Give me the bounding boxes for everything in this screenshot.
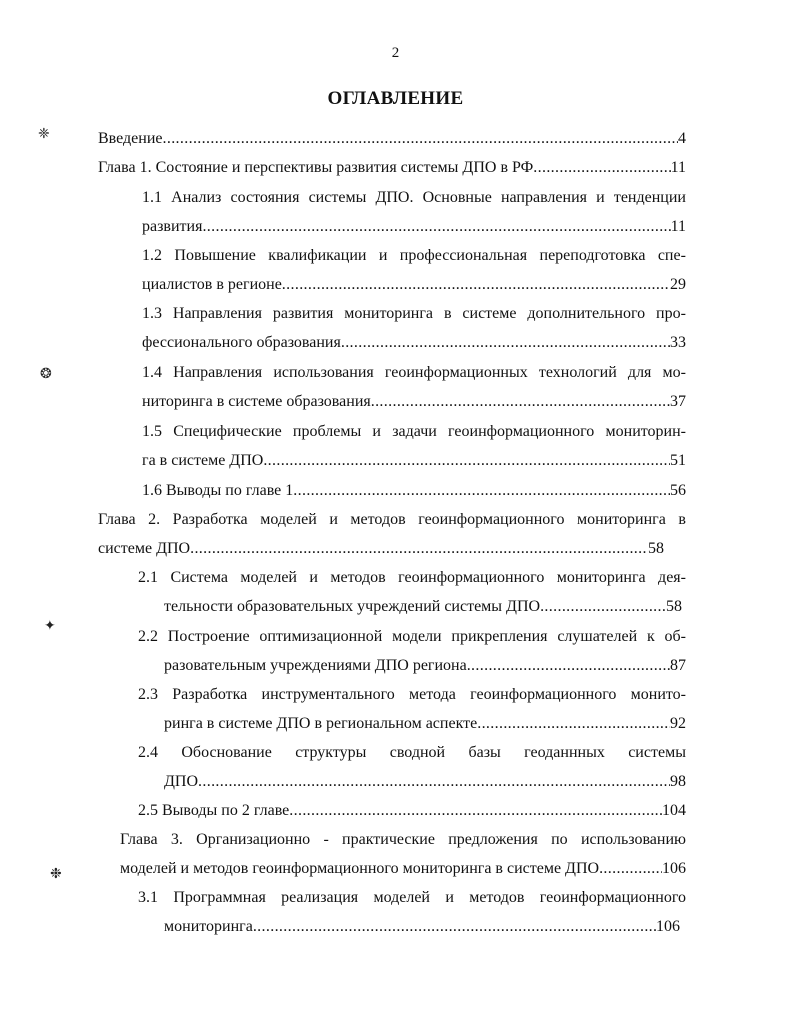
toc-line: 1.2 Повышение квалификации и профессиональная переподготовка спе- xyxy=(142,247,686,264)
toc-line: моделей и методов геоинформационного мониторинга в системе ДПО ..... 106 xyxy=(120,858,686,880)
toc-page-number: 11 xyxy=(670,218,686,235)
dot-leader xyxy=(467,655,670,677)
toc-line: развития ..... 11 xyxy=(142,216,686,238)
toc-line: ринга в системе ДПО в региональном аспекте ..... 92 xyxy=(164,713,686,735)
scan-speck: ❈ xyxy=(38,127,50,142)
scan-speck: ❉ xyxy=(50,867,62,882)
toc-page-number: 11 xyxy=(670,159,686,176)
toc-page-number: 37 xyxy=(670,393,686,410)
toc-page-number: 33 xyxy=(670,334,686,351)
toc-line: га в системе ДПО ..... 51 xyxy=(142,450,686,472)
toc-line: 1.1 Анализ состояния системы ДПО. Основные направления и тенденции xyxy=(142,189,686,206)
toc-line: мониторинга ..... 106 xyxy=(164,916,680,938)
toc-line: 2.5 Выводы по 2 главе ..... 104 xyxy=(138,800,686,822)
toc-page-number: 29 xyxy=(670,276,686,293)
toc-line: разовательным учреждениями ДПО региона ..... 87 xyxy=(164,655,686,677)
scan-speck: ✦ xyxy=(44,619,56,634)
toc-line: Глава 1. Состояние и перспективы развития системы ДПО в РФ ..... 11 xyxy=(98,157,686,179)
toc-line: 1.5 Специфические проблемы и задачи геоинформационного мониторин- xyxy=(142,423,686,440)
toc-line: фессионального образования ..... 33 xyxy=(142,332,686,354)
toc-line: Глава 3. Организационно - практические предложения по использованию xyxy=(120,831,686,848)
toc-line: циалистов в регионе ..... 29 xyxy=(142,274,686,296)
toc-line: 3.1 Программная реализация моделей и методов геоинформационного xyxy=(138,889,686,906)
toc-page-number: 104 xyxy=(662,802,686,819)
toc-line: 2.2 Построение оптимизационной модели прикрепления слушателей к об- xyxy=(138,628,686,645)
toc-page-number: 51 xyxy=(670,452,686,469)
page-number: 2 xyxy=(391,45,400,61)
toc-line: 1.4 Направления использования геоинформационных технологий для мо- xyxy=(142,364,686,381)
toc-page-number: 4 xyxy=(678,130,686,147)
toc-line: Введение ..... 4 xyxy=(98,128,686,150)
dot-leader xyxy=(540,596,666,618)
toc-page-number: 106 xyxy=(656,918,680,935)
toc-page-number: 106 xyxy=(662,860,686,877)
toc-page-number: 58 xyxy=(648,540,664,557)
toc-page-number: 56 xyxy=(670,482,686,499)
toc-page-number: 98 xyxy=(670,773,686,790)
toc-page-number: 92 xyxy=(670,715,686,732)
dot-leader xyxy=(190,538,648,560)
toc-line: 1.6 Выводы по главе 1 ..... 56 xyxy=(142,480,686,502)
toc-line: системе ДПО ..... 58 xyxy=(98,538,664,560)
toc-line: 2.3 Разработка инструментального метода геоинформационного монито- xyxy=(138,686,686,703)
dot-leader xyxy=(282,274,670,296)
toc-line: ниторинга в системе образования ..... 37 xyxy=(142,391,686,413)
dot-leader xyxy=(533,157,670,179)
toc-line: 1.3 Направления развития мониторинга в системе дополнительного про- xyxy=(142,305,686,322)
dot-leader xyxy=(263,450,670,472)
dot-leader xyxy=(599,858,662,880)
dot-leader xyxy=(202,216,670,238)
toc-line: ДПО ..... 98 xyxy=(164,771,686,793)
dot-leader xyxy=(293,480,670,502)
page-title: ОГЛАВЛЕНИЕ xyxy=(327,88,464,109)
scan-speck: ❂ xyxy=(40,367,52,382)
dot-leader xyxy=(477,713,670,735)
dot-leader xyxy=(163,128,679,150)
toc-line: тельности образовательных учреждений системы ДПО ..... 58 xyxy=(164,596,682,618)
toc-line: 2.4 Обоснование структуры сводной базы геоданнных системы xyxy=(138,744,686,761)
dot-leader xyxy=(371,391,670,413)
dot-leader xyxy=(198,771,670,793)
toc-page-number: 58 xyxy=(666,598,682,615)
toc-line: 2.1 Система моделей и методов геоинформационного мониторинга дея- xyxy=(138,569,686,586)
dot-leader xyxy=(341,332,670,354)
toc-line: Глава 2. Разработка моделей и методов геоинформационного мониторинга в xyxy=(98,511,686,528)
dot-leader xyxy=(253,916,656,938)
toc-page-number: 87 xyxy=(670,657,686,674)
dot-leader xyxy=(289,800,662,822)
